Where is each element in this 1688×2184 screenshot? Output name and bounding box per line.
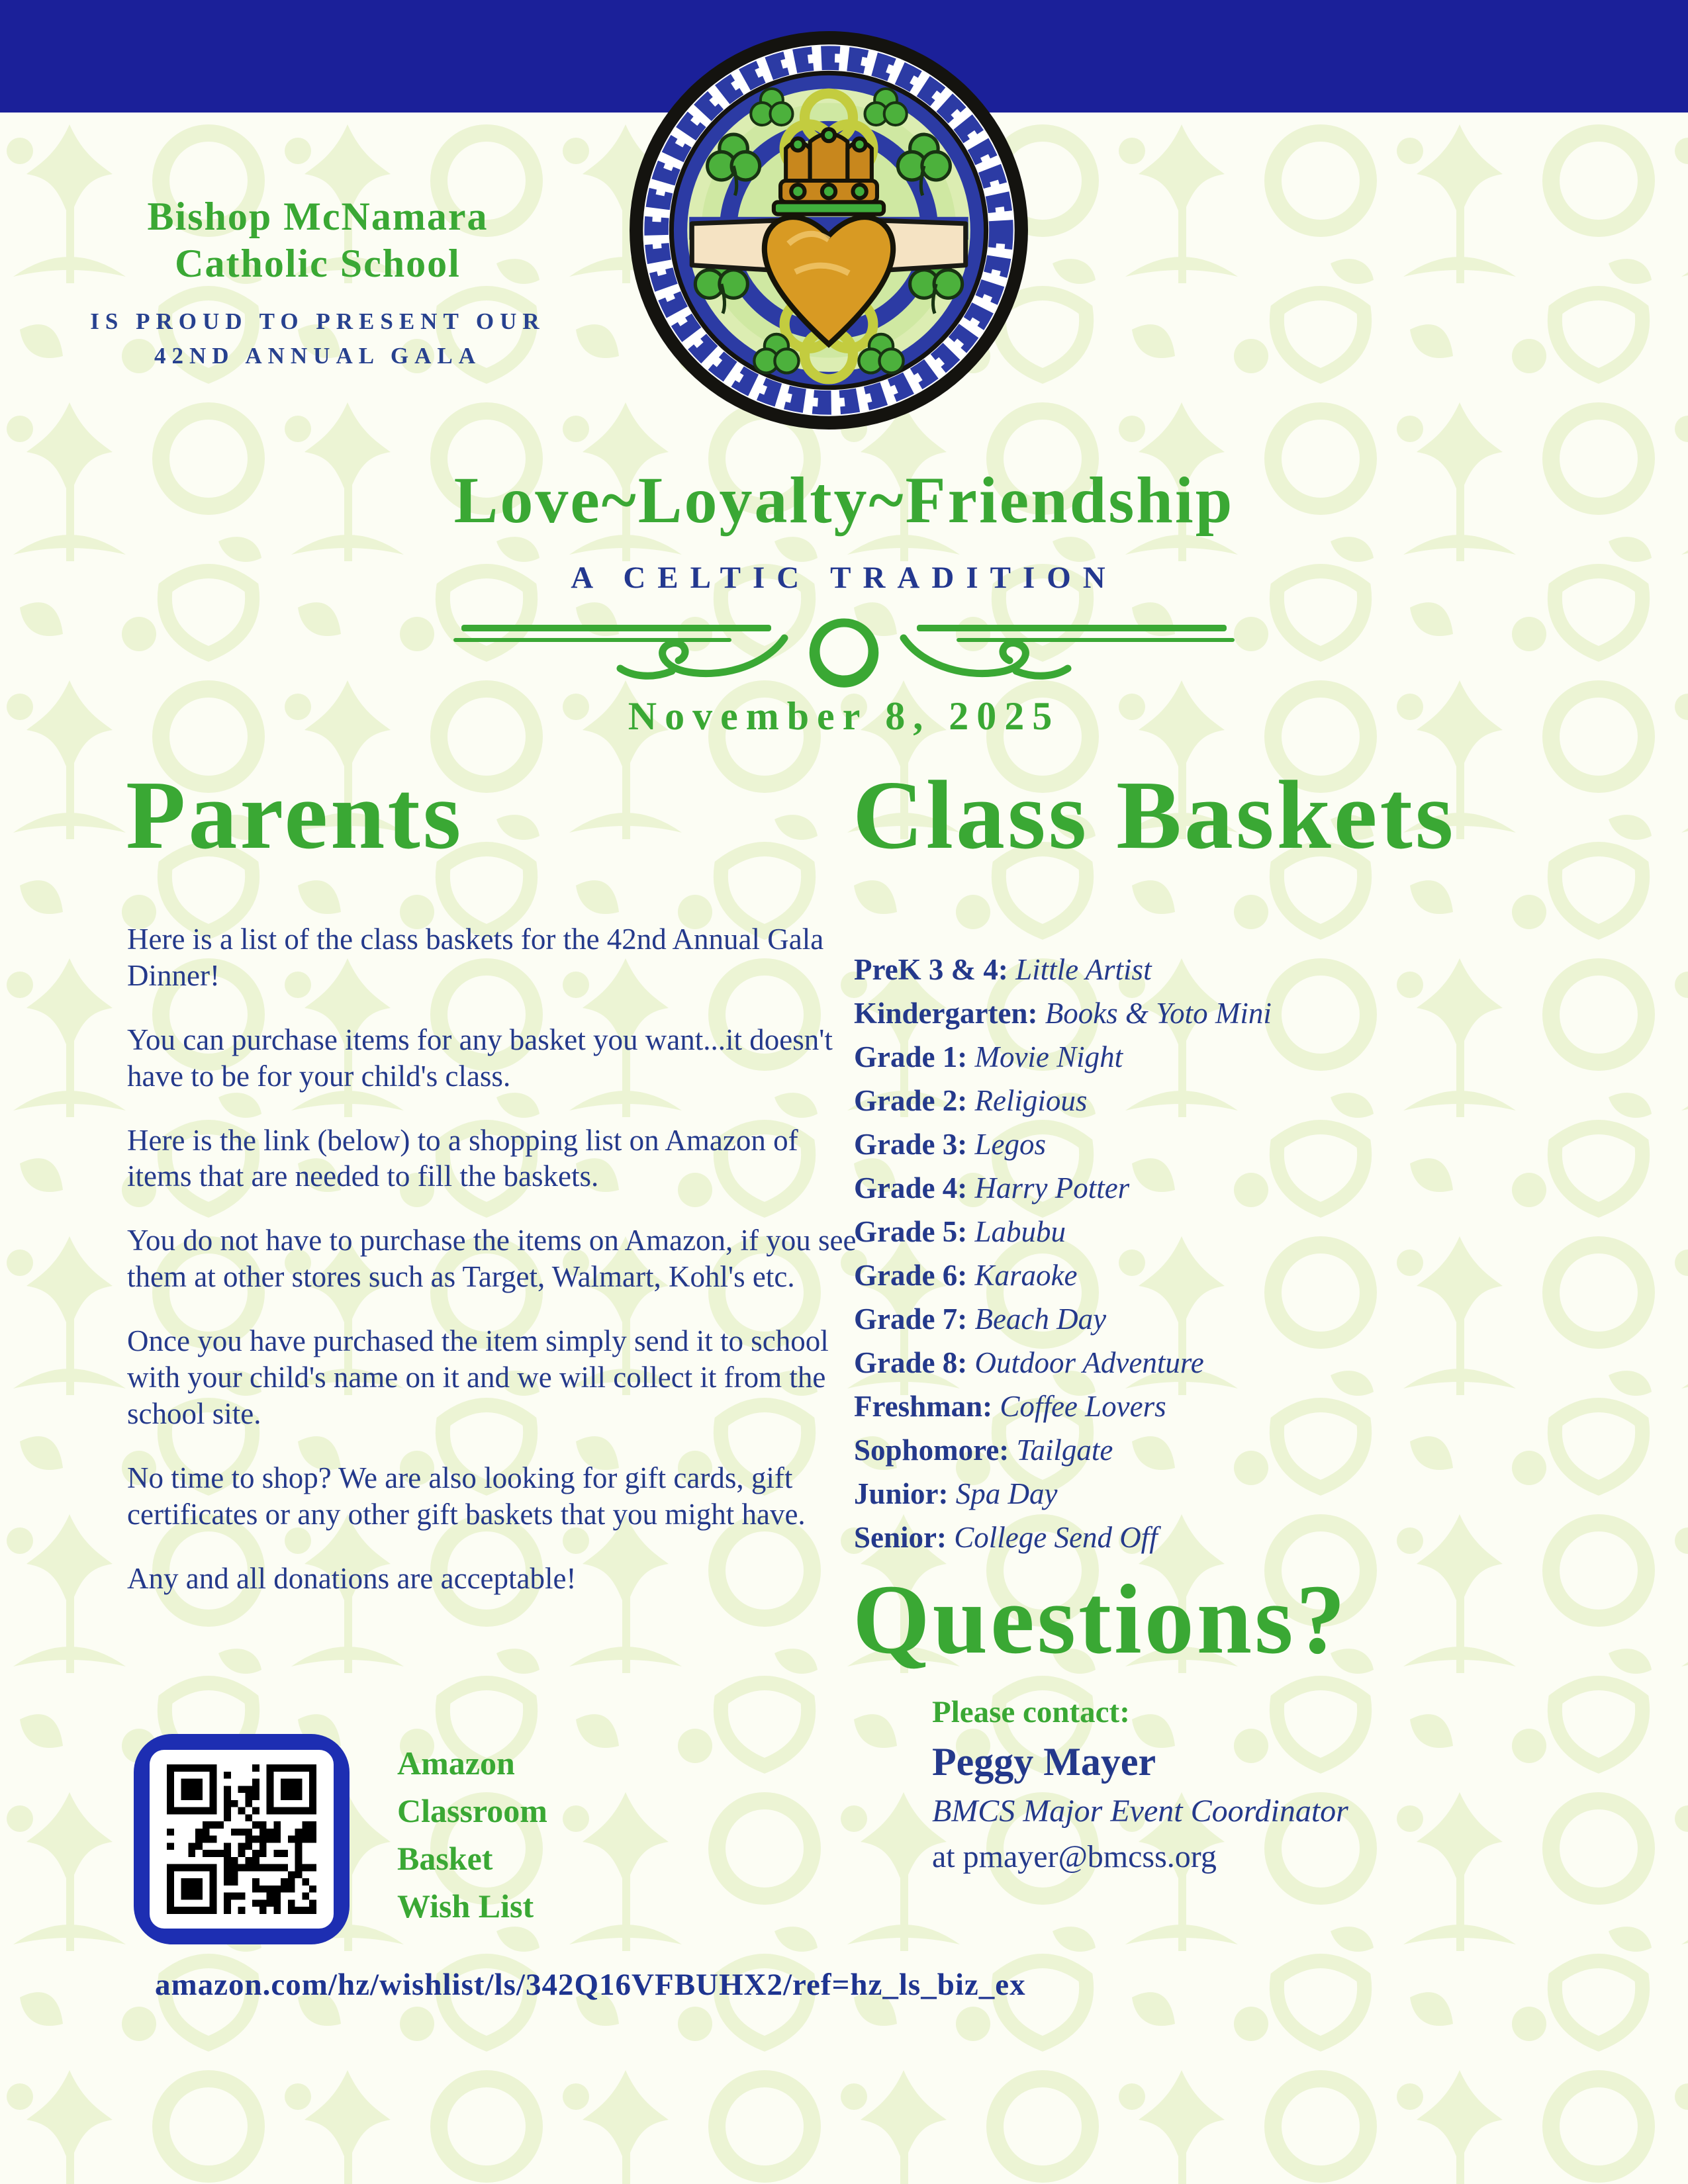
basket-list-item: Grade 1: Movie Night <box>854 1040 1123 1073</box>
basket-list-item: Grade 8: Outdoor Adventure <box>854 1346 1204 1379</box>
basket-list-item: Kindergarten: Books & Yoto Mini <box>854 997 1272 1030</box>
qr-code-inner <box>150 1750 334 1929</box>
contact-name: Peggy Mayer <box>932 1740 1156 1784</box>
qr-caption-line: Amazon <box>397 1745 515 1782</box>
basket-list-item: Sophomore: Tailgate <box>854 1433 1113 1467</box>
parents-heading: Parents <box>126 761 464 870</box>
parents-paragraph: You can purchase items for any basket you want...it doesn't have to be for your child's class. <box>127 1023 833 1093</box>
qr-caption <box>397 1739 861 1930</box>
presents-line2: 42ND ANNUAL GALA <box>154 343 482 369</box>
qr-caption-line: Basket <box>397 1840 493 1877</box>
parents-paragraph: No time to shop? We are also looking for gift cards, gift certificates or any other gift baskets that you might have. <box>127 1461 806 1531</box>
basket-list-item: Grade 4: Harry Potter <box>854 1171 1130 1205</box>
basket-list-item: Grade 2: Religious <box>854 1084 1088 1117</box>
event-title: Love~Loyalty~Friendship <box>453 463 1235 537</box>
qr-caption-line: Classroom <box>397 1792 547 1829</box>
qr-code <box>134 1734 350 1944</box>
parents-paragraph: Any and all donations are acceptable! <box>127 1561 577 1595</box>
claddagh-stained-glass-logo-icon <box>628 29 1030 432</box>
school-name-line1: Bishop McNamara <box>147 195 489 238</box>
school-name-line2: Catholic School <box>175 241 461 285</box>
basket-list-item: Grade 3: Legos <box>854 1128 1046 1161</box>
presents-line1: IS PROUD TO PRESENT OUR <box>90 308 545 334</box>
trinity-knot-divider-icon <box>453 610 1235 691</box>
contact-block <box>932 1694 1594 1875</box>
basket-list-item: Junior: Spa Day <box>854 1477 1058 1510</box>
contact-email: at pmayer@bmcss.org <box>932 1839 1217 1874</box>
questions-heading: Questions? <box>853 1565 1348 1674</box>
qr-caption-line: Wish List <box>397 1888 534 1925</box>
parents-paragraph: You do not have to purchase the items on Amazon, if you see them at other stores such as Target, Walmart, Kohl's etc. <box>127 1224 857 1294</box>
parents-paragraph: Here is the link (below) to a shopping list on Amazon of items that are needed to fill the baskets. <box>127 1123 798 1193</box>
event-subtitle: A CELTIC TRADITION <box>571 561 1117 595</box>
parents-paragraphs <box>127 921 859 1624</box>
school-intro-block <box>73 193 563 374</box>
parents-paragraph: Once you have purchased the item simply send it to school with your child's name on it and we will collect it from the school site. <box>127 1324 829 1430</box>
wishlist-link[interactable]: amazon.com/hz/wishlist/ls/342Q16VFBUHX2/ref=hz_ls_biz_ex <box>155 1968 1026 2002</box>
basket-list-item: PreK 3 & 4: Little Artist <box>854 953 1152 986</box>
class-baskets-heading: Class Baskets <box>853 761 1456 870</box>
basket-list-item: Grade 6: Karaoke <box>854 1259 1078 1292</box>
class-baskets-list <box>854 948 1635 1559</box>
basket-list-item: Senior: College Send Off <box>854 1521 1158 1554</box>
contact-intro: Please contact: <box>932 1695 1130 1729</box>
basket-list-item: Freshman: Coffee Lovers <box>854 1390 1166 1423</box>
event-date: November 8, 2025 <box>628 694 1060 738</box>
parents-paragraph: Here is a list of the class baskets for the 42nd Annual Gala Dinner! <box>127 923 824 992</box>
basket-list-item: Grade 5: Labubu <box>854 1215 1066 1248</box>
basket-list-item: Grade 7: Beach Day <box>854 1302 1107 1336</box>
contact-role: BMCS Major Event Coordinator <box>932 1794 1348 1829</box>
